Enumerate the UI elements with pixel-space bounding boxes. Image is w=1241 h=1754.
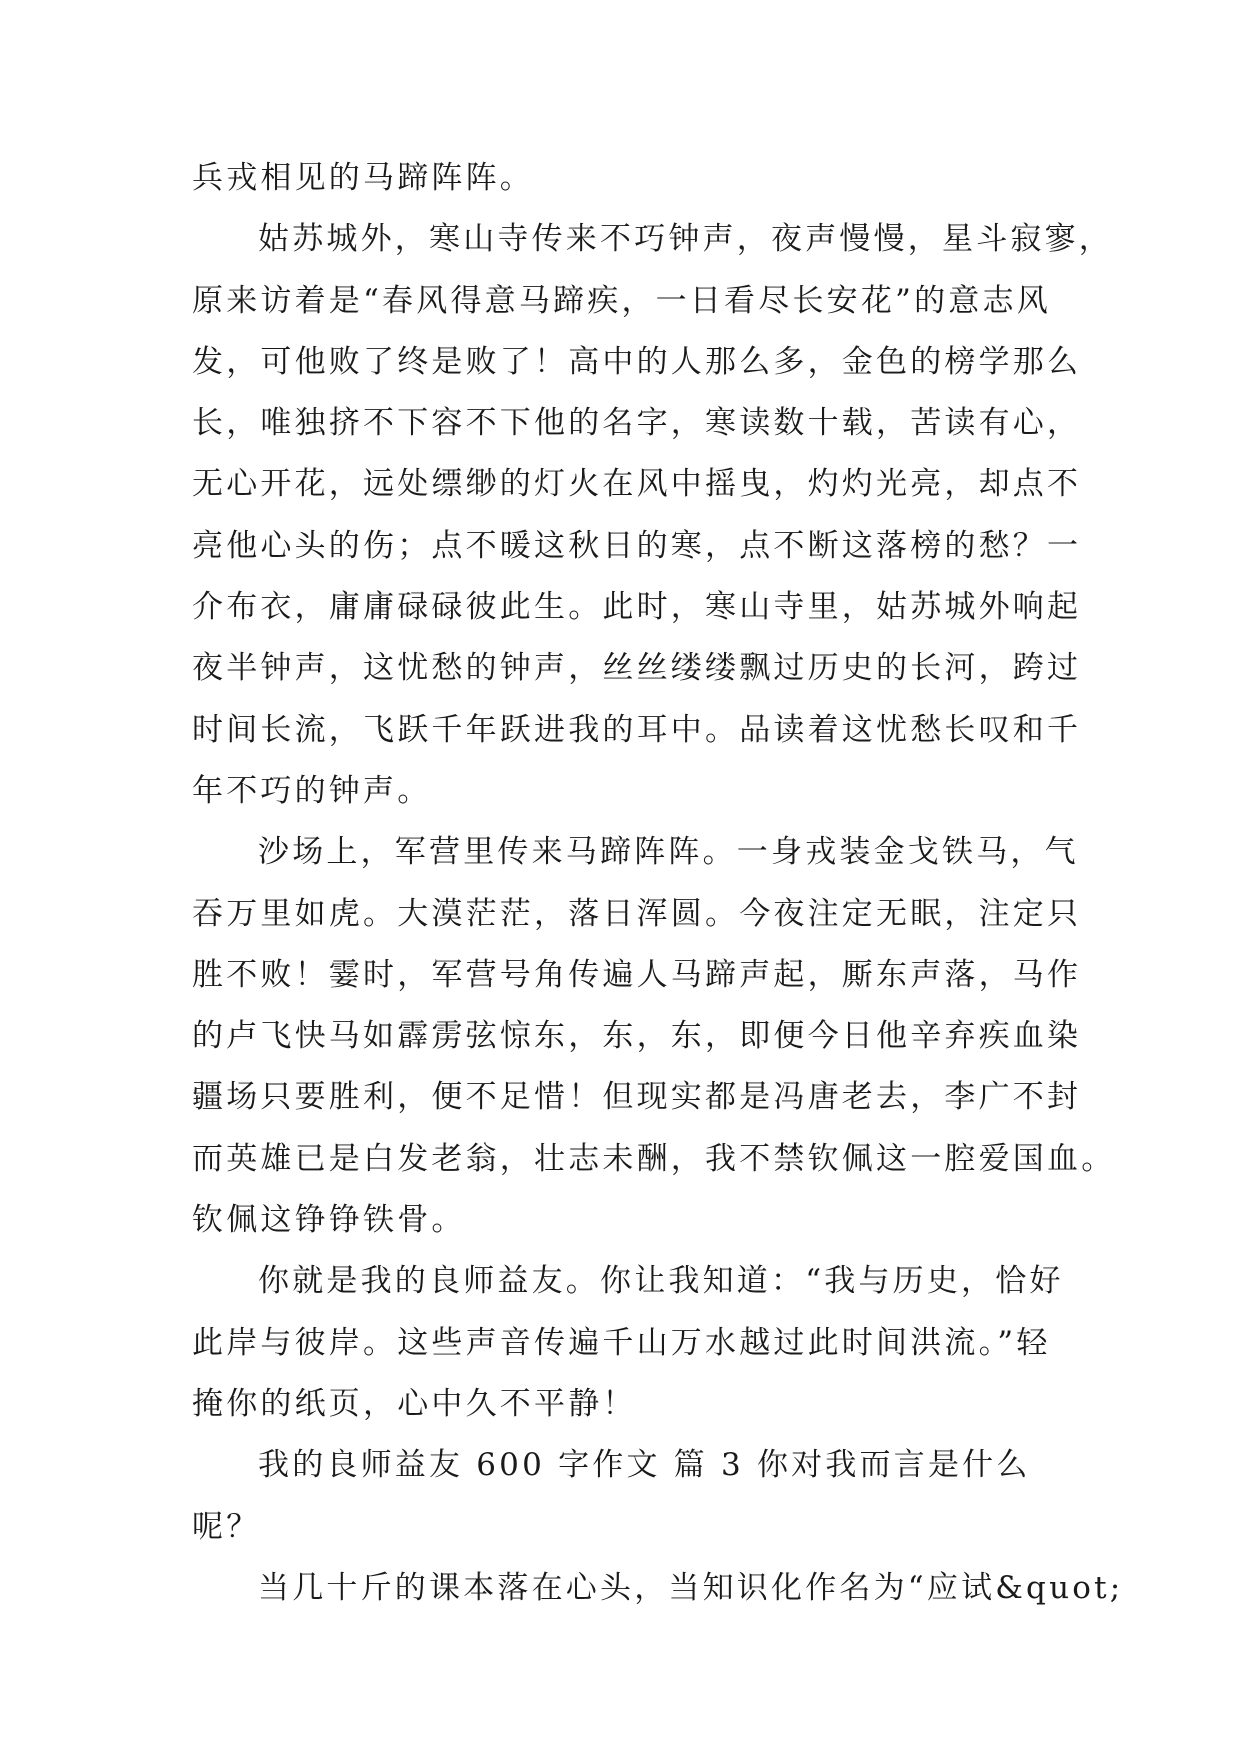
text-line: 疆场只要胜利，便不足惜！但现实都是冯唐老去，李广不封 (192, 1079, 1082, 1116)
text-line: 掩你的纸页，心中久不平静！ (192, 1385, 637, 1422)
text-line: 发，可他败了终是败了！高中的人那么多，金色的榜学那么 (192, 343, 1082, 380)
paragraph-start-line: 你就是我的良师益友。你让我知道：“我与历史，恰好 (258, 1263, 1064, 1300)
text-line: 钦佩这铮铮铁骨。 (192, 1202, 466, 1239)
text-line: 夜半钟声，这忧愁的钟声，丝丝缕缕飘过历史的长河，跨过 (192, 650, 1082, 687)
text-line: 呢？ (192, 1508, 261, 1545)
text-line: 介布衣，庸庸碌碌彼此生。此时，寒山寺里，姑苏城外响起 (192, 589, 1082, 626)
paragraph-start-line: 姑苏城外，寒山寺传来不巧钟声，夜声慢慢，星斗寂寥， (258, 221, 1113, 258)
text-line: 的卢飞快马如霹雳弦惊东，东，东，即便今日他辛弃疾血染 (192, 1018, 1082, 1055)
text-line: 吞万里如虎。大漠茫茫，落日浑圆。今夜注定无眠，注定只 (192, 895, 1082, 932)
paragraph-start-line: 当几十斤的课本落在心头，当知识化作名为“应试&quot; (258, 1569, 1124, 1606)
text-line: 时间长流，飞跃千年跃进我的耳中。品读着这忧愁长叹和千 (192, 711, 1082, 748)
text-line: 而英雄已是白发老翁，壮志未酬，我不禁钦佩这一腔爱国血。 (192, 1140, 1116, 1177)
text-line: 胜不败！霎时，军营号角传遍人马蹄声起，厮东声落，马作 (192, 956, 1082, 993)
text-line: 长，唯独挤不下容不下他的名字，寒读数十载，苦读有心， (192, 405, 1082, 442)
text-line: 亮他心头的伤；点不暖这秋日的寒，点不断这落榜的愁？一 (192, 527, 1082, 564)
paragraph-start-line: 沙场上，军营里传来马蹄阵阵。一身戎装金戈铁马，气 (258, 834, 1079, 871)
text-line: 年不巧的钟声。 (192, 772, 432, 809)
text-line: 此岸与彼岸。这些声音传遍千山万水越过此时间洪流。”轻 (192, 1324, 1051, 1361)
text-line: 兵戎相见的马蹄阵阵。 (192, 160, 534, 196)
text-line: 原来访着是“春风得意马蹄疾，一日看尽长安花”的意志风 (192, 282, 1051, 319)
document-page (192, 148, 1124, 1619)
section-heading-line: 我的良师益友 600 字作文 篇 3 你对我而言是什么 (258, 1447, 1031, 1484)
text-line: 无心开花，远处缥缈的灯火在风中摇曳，灼灼光亮，却点不 (192, 466, 1082, 503)
